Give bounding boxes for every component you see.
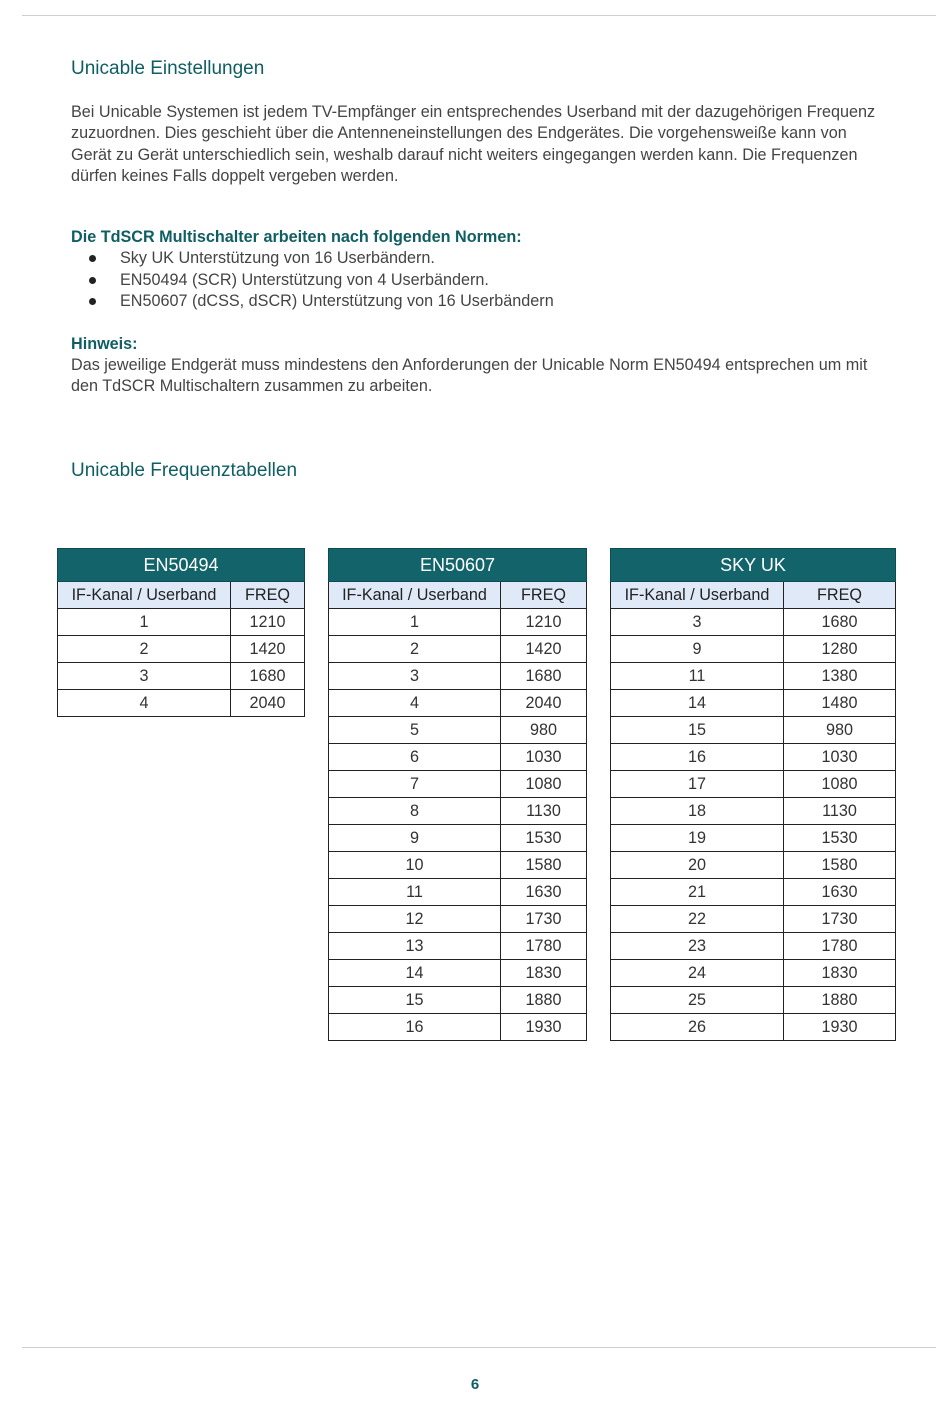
- freq-cell: 1420: [231, 636, 305, 663]
- userband-cell: 22: [611, 906, 784, 933]
- column-header-userband: IF-Kanal / Userband: [58, 582, 231, 609]
- norm-item-label: Sky UK Unterstützung von 16 Userbändern.: [120, 249, 435, 267]
- userband-cell: 4: [58, 690, 231, 717]
- table-row: [329, 852, 587, 879]
- userband-cell: 19: [611, 825, 784, 852]
- userband-cell: 8: [329, 798, 501, 825]
- table-row: [329, 663, 587, 690]
- table-row: [611, 771, 896, 798]
- table-row: [58, 636, 305, 663]
- freq-cell: 1780: [784, 933, 896, 960]
- bullet-icon: [89, 255, 96, 262]
- userband-cell: 25: [611, 987, 784, 1014]
- userband-cell: 11: [329, 879, 501, 906]
- userband-cell: 18: [611, 798, 784, 825]
- userband-cell: 7: [329, 771, 501, 798]
- freq-cell: 2040: [231, 690, 305, 717]
- table-row: [611, 933, 896, 960]
- freq-cell: 1680: [501, 663, 587, 690]
- page-number: 6: [470, 1376, 480, 1393]
- freq-cell: 1680: [231, 663, 305, 690]
- userband-cell: 21: [611, 879, 784, 906]
- freq-cell: 1380: [784, 663, 896, 690]
- norm-item-label: EN50607 (dCSS, dSCR) Unterstützung von 16 Userbändern: [120, 292, 554, 310]
- table-row: [329, 717, 587, 744]
- table-row: [611, 1014, 896, 1041]
- column-header-userband: IF-Kanal / Userband: [611, 582, 784, 609]
- userband-cell: 13: [329, 933, 501, 960]
- freq-cell: 1580: [784, 852, 896, 879]
- freq-cell: 1630: [784, 879, 896, 906]
- freq-cell: 1880: [784, 987, 896, 1014]
- freq-cell: 1530: [501, 825, 587, 852]
- column-header-freq: FREQ: [231, 582, 305, 609]
- freq-cell: 1930: [784, 1014, 896, 1041]
- userband-cell: 10: [329, 852, 501, 879]
- section-title-tables: Unicable Frequenztabellen: [71, 460, 298, 481]
- userband-cell: 2: [58, 636, 231, 663]
- userband-cell: 3: [329, 663, 501, 690]
- freq-cell: 1130: [784, 798, 896, 825]
- freq-cell: 1880: [501, 987, 587, 1014]
- table-title: EN50607: [329, 549, 587, 582]
- userband-cell: 3: [611, 609, 784, 636]
- freq-cell: 1830: [501, 960, 587, 987]
- userband-cell: 11: [611, 663, 784, 690]
- bullet-icon: [89, 277, 96, 284]
- table-row: [329, 933, 587, 960]
- table-row: [611, 636, 896, 663]
- table-row: [329, 636, 587, 663]
- norms-heading: Die TdSCR Multischalter arbeiten nach folgenden Normen:: [71, 228, 522, 246]
- table-row: [611, 852, 896, 879]
- userband-cell: 24: [611, 960, 784, 987]
- norm-item: [71, 291, 554, 313]
- table-row: [611, 798, 896, 825]
- freq-cell: 1030: [784, 744, 896, 771]
- userband-cell: 5: [329, 717, 501, 744]
- table-row: [611, 744, 896, 771]
- userband-cell: 9: [329, 825, 501, 852]
- freq-cell: 1210: [231, 609, 305, 636]
- userband-cell: 4: [329, 690, 501, 717]
- freq-cell: 1210: [501, 609, 587, 636]
- table-row: [611, 960, 896, 987]
- userband-cell: 9: [611, 636, 784, 663]
- norms-list: [71, 248, 554, 313]
- freq-cell: 980: [501, 717, 587, 744]
- note-heading: Hinweis:: [71, 335, 138, 353]
- freq-cell: 1630: [501, 879, 587, 906]
- freq-cell: 1030: [501, 744, 587, 771]
- userband-cell: 26: [611, 1014, 784, 1041]
- userband-cell: 14: [329, 960, 501, 987]
- freq-cell: 1080: [501, 771, 587, 798]
- userband-cell: 15: [611, 717, 784, 744]
- norm-item-label: EN50494 (SCR) Unterstützung von 4 Userbändern.: [120, 270, 489, 289]
- column-header-freq: FREQ: [501, 582, 587, 609]
- userband-cell: 16: [611, 744, 784, 771]
- norm-item: [71, 248, 554, 270]
- top-divider: [22, 15, 936, 16]
- table-row: [329, 690, 587, 717]
- section-title-settings: Unicable Einstellungen: [71, 58, 265, 79]
- freq-cell: 980: [784, 717, 896, 744]
- table-row: [329, 771, 587, 798]
- table-row: [611, 825, 896, 852]
- freq-cell: 1680: [784, 609, 896, 636]
- freq-cell: 1730: [501, 906, 587, 933]
- freq-cell: 1830: [784, 960, 896, 987]
- userband-cell: 17: [611, 771, 784, 798]
- table-title: EN50494: [58, 549, 305, 582]
- freq-cell: 1580: [501, 852, 587, 879]
- userband-cell: 20: [611, 852, 784, 879]
- table-row: [611, 987, 896, 1014]
- table-row: [611, 717, 896, 744]
- settings-paragraph: Bei Unicable Systemen ist jedem TV-Empfänger ein entsprechendes Userband mit der dazugehörigen Frequenz zuzuordnen. Dies geschieht über die Antenneneinstellungen des Endgerätes. Die vorgehensweiße kann von Gerät zu Gerät unterschiedlich sein, weshalb darauf nicht weiters eingegangen werden kann. Die Frequenzen dürfen keines Falls doppelt vergeben werden.: [71, 103, 876, 185]
- column-header-userband: IF-Kanal / Userband: [329, 582, 501, 609]
- userband-cell: 3: [58, 663, 231, 690]
- table-row: [329, 960, 587, 987]
- table-row: [611, 690, 896, 717]
- table-row: [611, 609, 896, 636]
- table-title: SKY UK: [611, 549, 896, 582]
- table-row: [329, 879, 587, 906]
- userband-cell: 2: [329, 636, 501, 663]
- table-row: [58, 690, 305, 717]
- bullet-icon: [89, 298, 96, 305]
- table-sky-uk: [610, 548, 896, 1041]
- table-row: [58, 609, 305, 636]
- freq-cell: 1530: [784, 825, 896, 852]
- freq-cell: 1420: [501, 636, 587, 663]
- table-row: [329, 744, 587, 771]
- userband-cell: 6: [329, 744, 501, 771]
- table-row: [329, 1014, 587, 1041]
- freq-cell: 1730: [784, 906, 896, 933]
- bottom-divider: [22, 1347, 936, 1348]
- freq-cell: 2040: [501, 690, 587, 717]
- freq-cell: 1930: [501, 1014, 587, 1041]
- table-en50494: [57, 548, 305, 717]
- freq-cell: 1780: [501, 933, 587, 960]
- table-row: [329, 906, 587, 933]
- userband-cell: 23: [611, 933, 784, 960]
- userband-cell: 16: [329, 1014, 501, 1041]
- table-row: [611, 663, 896, 690]
- userband-cell: 15: [329, 987, 501, 1014]
- table-row: [329, 987, 587, 1014]
- table-row: [329, 798, 587, 825]
- freq-cell: 1480: [784, 690, 896, 717]
- table-row: [58, 663, 305, 690]
- note-paragraph: Das jeweilige Endgerät muss mindestens den Anforderungen der Unicable Norm EN50494 entsprechen um mit den TdSCR Multischaltern zusammen zu arbeiten.: [71, 356, 868, 396]
- table-en50607: [328, 548, 587, 1041]
- userband-cell: 1: [58, 609, 231, 636]
- freq-cell: 1280: [784, 636, 896, 663]
- freq-cell: 1080: [784, 771, 896, 798]
- norm-item: [71, 270, 554, 292]
- userband-cell: 14: [611, 690, 784, 717]
- table-row: [611, 879, 896, 906]
- table-row: [611, 906, 896, 933]
- freq-cell: 1130: [501, 798, 587, 825]
- userband-cell: 1: [329, 609, 501, 636]
- table-row: [329, 825, 587, 852]
- column-header-freq: FREQ: [784, 582, 896, 609]
- userband-cell: 12: [329, 906, 501, 933]
- table-row: [329, 609, 587, 636]
